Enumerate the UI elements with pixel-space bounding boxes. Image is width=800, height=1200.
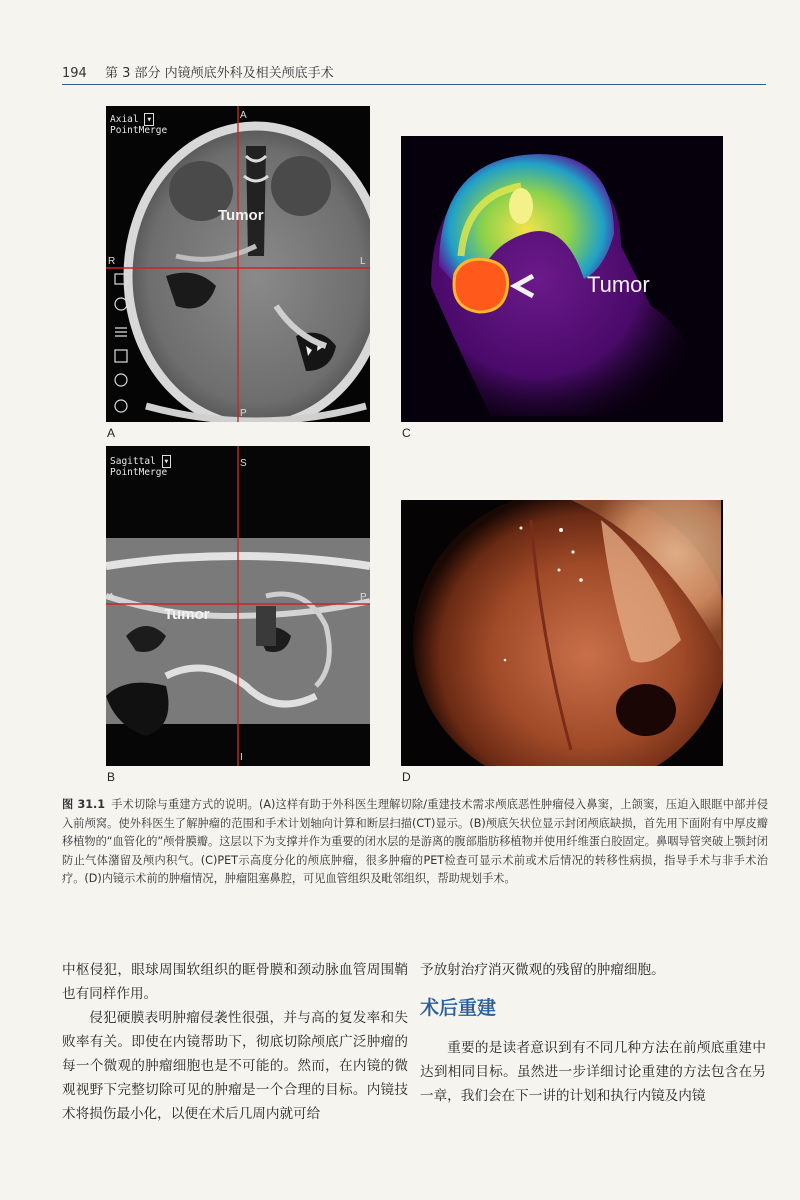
paragraph: 中枢侵犯，眼球周围软组织的眶骨膜和颈动脉血管周围鞘也有同样作用。 — [62, 962, 408, 1002]
tumor-annotation: Tumor — [218, 207, 264, 224]
panel-c-pet — [401, 136, 723, 422]
section-heading: 术后重建 — [420, 997, 497, 1019]
orientation-left: R — [108, 256, 116, 267]
overlay-view-label: Axial ▾ PointMerge — [110, 114, 168, 136]
figure-number: 图 31.1 — [62, 798, 106, 811]
sagittal-ct-image — [106, 446, 370, 766]
panel-d-endoscopy — [401, 500, 723, 766]
orientation-left: A — [108, 592, 115, 603]
panel-a-label: A — [107, 426, 116, 440]
running-header — [62, 62, 766, 84]
body-left-column — [62, 958, 408, 1126]
paragraph: 重要的是读者意识到有不同几种方法在前颅底重建中达到相同目标。虽然进一步详细讨论重建的方法包含在另一章，我们会在下一讲的计划和执行内镜及内镜 — [420, 1040, 766, 1104]
caption-text: 手术切除与重建方式的说明。(A)这样有助于外科医生理解切除/重建技术需求颅底恶性肿瘤侵入鼻窦，上颌窦，压迫入眼眶中部并侵入前颅窝。使外科医生了解肿瘤的范围和手术计划轴向计算和断层扫描(CT)显示。(B)颅底矢状位显示封闭颅底缺损，首先用下面附有中厚皮瓣移植物的“血管化的”颅骨膜瓣。这层以下为支撑并作为重要的闭水层的是游离的腹部脂肪移植物并使用纤维蛋白胶固定。鼻咽导管突破上颚封闭防止气体潴留及颅内积气。(C)PET示高度分化的颅底肿瘤，很多肿瘤的PET检查可显示术前或术后情况的转移性病损，指导手术与非手术治疗。(D)内镜示术前的肿瘤情况，肿瘤阻塞鼻腔，可见血管组织及毗邻组织，帮助规划手术。 — [62, 798, 769, 885]
figure-caption — [62, 796, 768, 889]
paragraph: 予放射治疗消灭微观的残留的肿瘤细胞。 — [420, 962, 665, 978]
orientation-top: S — [240, 458, 247, 469]
body-right-column — [420, 958, 766, 1108]
orientation-bottom: I — [240, 752, 243, 763]
panel-b-label: B — [107, 770, 116, 784]
overlay-view-label: Sagittal ▾ PointMerge — [110, 456, 170, 478]
tumor-annotation: Tumor — [587, 272, 650, 297]
header-rule — [62, 84, 766, 85]
paragraph: 侵犯硬膜表明肿瘤侵袭性很强，并与高的复发率和失败率有关。即使在内镜帮助下，彻底切除颅底广泛肿瘤的每一个微观的肿瘤细胞也是不可能的。然而，在内镜的微观视野下完整切除可见的肿瘤是一个合理的目标。内镜技术将损伤最小化，以便在术后几周内就可给 — [62, 1010, 408, 1122]
panel-d-label: D — [402, 770, 411, 784]
header-title: 第 3 部分 内镜颅底外科及相关颅底手术 — [104, 66, 334, 81]
pet-image — [401, 136, 723, 422]
panel-c-label: C — [402, 426, 411, 440]
orientation-bottom: P — [240, 408, 247, 419]
orientation-right: P — [360, 592, 367, 603]
endoscopy-image — [401, 500, 723, 766]
axial-ct-image — [106, 106, 370, 422]
panel-a-axial-ct — [106, 106, 370, 422]
orientation-right: L — [360, 256, 366, 267]
orientation-top: A — [240, 110, 247, 121]
page-number: 194 — [62, 66, 87, 81]
panel-b-sagittal-ct — [106, 446, 370, 766]
tumor-annotation: Tumor — [164, 606, 210, 623]
